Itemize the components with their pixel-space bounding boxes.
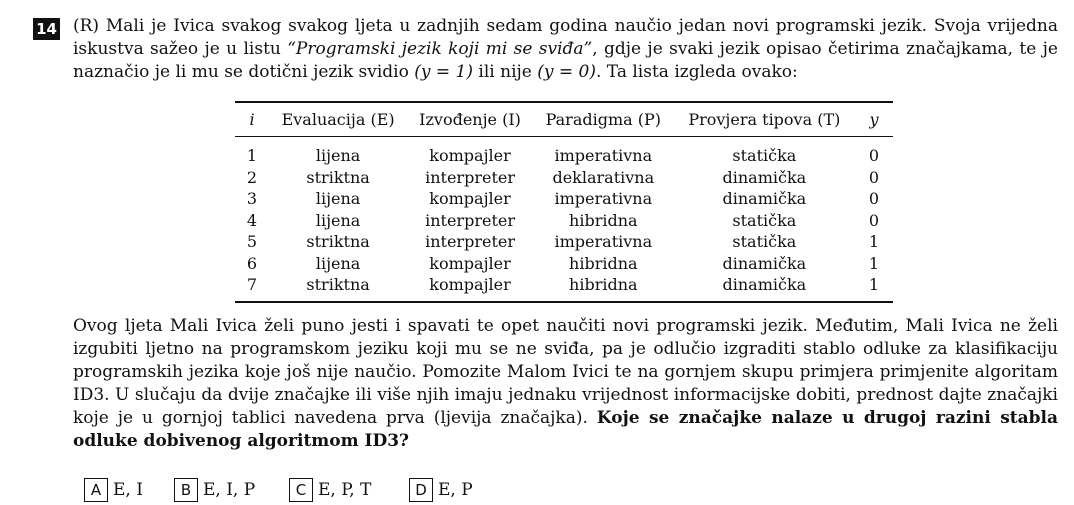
- cell-row-index: 6: [246, 253, 258, 273]
- answer-option-b[interactable]: [174, 478, 255, 502]
- body-line-5: [73, 407, 1058, 430]
- intro-line-3: [73, 61, 1058, 84]
- cell-paradigma: imperativna: [554, 146, 653, 165]
- question-prompt-end: odluke dobivenog algoritmom ID3?: [73, 431, 410, 451]
- header-provjera-tipova: Provjera tipova (T): [688, 110, 841, 129]
- table-body: [235, 137, 893, 302]
- body-line-3: programskih jezika koje još nije naučio. Pomozite Malom Ivici te na gornjem skupu primjera primjenite algoritam: [73, 362, 1058, 382]
- intro-line-2-end: , gdje je svaki jezik opisao četirima značajkama, te je: [592, 39, 1058, 59]
- header-izvodenje: Izvođenje (I): [419, 110, 521, 129]
- question-body: [73, 315, 1058, 453]
- cell-paradigma: hibridna: [569, 253, 638, 273]
- cell-provjera-tipova: dinamička: [722, 275, 807, 294]
- answer-option-d[interactable]: [409, 478, 473, 502]
- cell-evaluacija: striktna: [306, 232, 370, 251]
- intro-line-2: [73, 38, 1058, 61]
- cell-label-y: 0: [868, 146, 880, 165]
- intro-line-2-start: iskustva sažeo je u listu: [73, 39, 288, 59]
- cell-label-y: 0: [868, 167, 880, 187]
- body-line-5-plain: koje je u gornjoj tablici navedena prva (ljevija značajka).: [73, 408, 597, 428]
- answer-letter-c: C: [289, 478, 313, 502]
- body-line-4: ID3. U slučaju da dvije značajke ili više njih imaju jednaku vrijednost informacijske dobiti, prednost dajte značajki: [73, 385, 1058, 405]
- cell-evaluacija: striktna: [306, 167, 370, 187]
- answer-letter-d: D: [409, 478, 433, 502]
- table-row: [235, 210, 893, 232]
- cell-evaluacija: lijena: [315, 146, 361, 165]
- answer-letter-b: B: [174, 478, 198, 502]
- cell-izvodenje: kompajler: [429, 146, 511, 165]
- intro-line-3-start: naznačio je li mu se dotični jezik svidio: [73, 62, 415, 82]
- data-table-container: [235, 101, 893, 303]
- cell-label-y: 0: [868, 189, 880, 208]
- cell-row-index: 7: [246, 275, 258, 294]
- cell-row-index: 2: [246, 167, 258, 187]
- answer-option-a[interactable]: [84, 478, 143, 502]
- table-row: [235, 231, 893, 253]
- cell-label-y: 1: [868, 275, 880, 294]
- cell-izvodenje: interpreter: [425, 210, 515, 230]
- question-number-badge: 14: [33, 18, 60, 40]
- intro-line-1: (R) Mali je Ivica svakog svakog ljeta u zadnjih sedam godina naučio jedan novi programski jezik. Svoja vrijedna: [73, 16, 1058, 36]
- cell-paradigma: imperativna: [554, 232, 653, 251]
- header-y: y: [869, 110, 879, 129]
- header-i: i: [249, 110, 255, 129]
- cell-row-index: 5: [246, 232, 258, 251]
- answer-letter-a: A: [84, 478, 108, 502]
- body-line-1: Ovog ljeta Mali Ivica želi puno jesti i spavati te opet naučiti novi programski jezik. Međutim, Mali Ivica ne želi: [73, 316, 1058, 336]
- table-header-row: [235, 102, 893, 137]
- intro-line-3-end: . Ta lista izgleda ovako:: [596, 62, 798, 82]
- cell-paradigma: hibridna: [569, 210, 638, 230]
- cell-evaluacija: striktna: [306, 275, 370, 294]
- cell-evaluacija: lijena: [315, 210, 361, 230]
- table-row: [235, 274, 893, 302]
- y-equals-0: (y = 0): [537, 62, 596, 82]
- cell-label-y: 0: [868, 210, 880, 230]
- cell-paradigma: imperativna: [554, 189, 653, 208]
- header-evaluacija: Evaluacija (E): [281, 110, 395, 129]
- cell-row-index: 1: [246, 146, 258, 165]
- intro-line-3-mid: ili nije: [473, 62, 538, 82]
- answer-text-c: E, P, T: [318, 480, 372, 500]
- language-table: [235, 101, 893, 303]
- cell-provjera-tipova: dinamička: [722, 253, 807, 273]
- list-title-quote: “Programski jezik koji mi se sviđa”: [287, 39, 593, 59]
- cell-provjera-tipova: statička: [732, 146, 797, 165]
- cell-provjera-tipova: dinamička: [722, 189, 807, 208]
- cell-izvodenje: interpreter: [425, 232, 515, 251]
- cell-evaluacija: lijena: [315, 253, 361, 273]
- y-equals-1: (y = 1): [414, 62, 473, 82]
- cell-label-y: 1: [868, 232, 880, 251]
- answer-option-c[interactable]: [289, 478, 371, 502]
- cell-label-y: 1: [868, 253, 880, 273]
- body-line-2: izgubiti ljetno na programskom jeziku koji mu se ne sviđa, pa je odlučio izgraditi stablo odluke za klasifikaciju: [73, 339, 1058, 359]
- table-row: [235, 137, 893, 167]
- cell-row-index: 3: [246, 189, 258, 208]
- table-row: [235, 188, 893, 210]
- cell-izvodenje: kompajler: [429, 275, 511, 294]
- cell-izvodenje: interpreter: [425, 167, 515, 187]
- answer-text-b: E, I, P: [203, 480, 256, 500]
- answer-text-a: E, I: [113, 480, 143, 500]
- header-paradigma: Paradigma (P): [545, 110, 662, 129]
- answer-text-d: E, P: [438, 480, 473, 500]
- question-prompt-start: Koje se značajke nalaze u drugoj razini stabla: [596, 408, 1059, 428]
- table-row: [235, 253, 893, 275]
- cell-provjera-tipova: statička: [732, 210, 797, 230]
- cell-provjera-tipova: statička: [732, 232, 797, 251]
- cell-row-index: 4: [246, 210, 258, 230]
- question-intro: [73, 15, 1058, 84]
- cell-izvodenje: kompajler: [429, 189, 511, 208]
- cell-izvodenje: kompajler: [429, 253, 511, 273]
- table-row: [235, 167, 893, 189]
- cell-paradigma: hibridna: [569, 275, 638, 294]
- cell-paradigma: deklarativna: [552, 167, 655, 187]
- cell-provjera-tipova: dinamička: [722, 167, 807, 187]
- cell-evaluacija: lijena: [315, 189, 361, 208]
